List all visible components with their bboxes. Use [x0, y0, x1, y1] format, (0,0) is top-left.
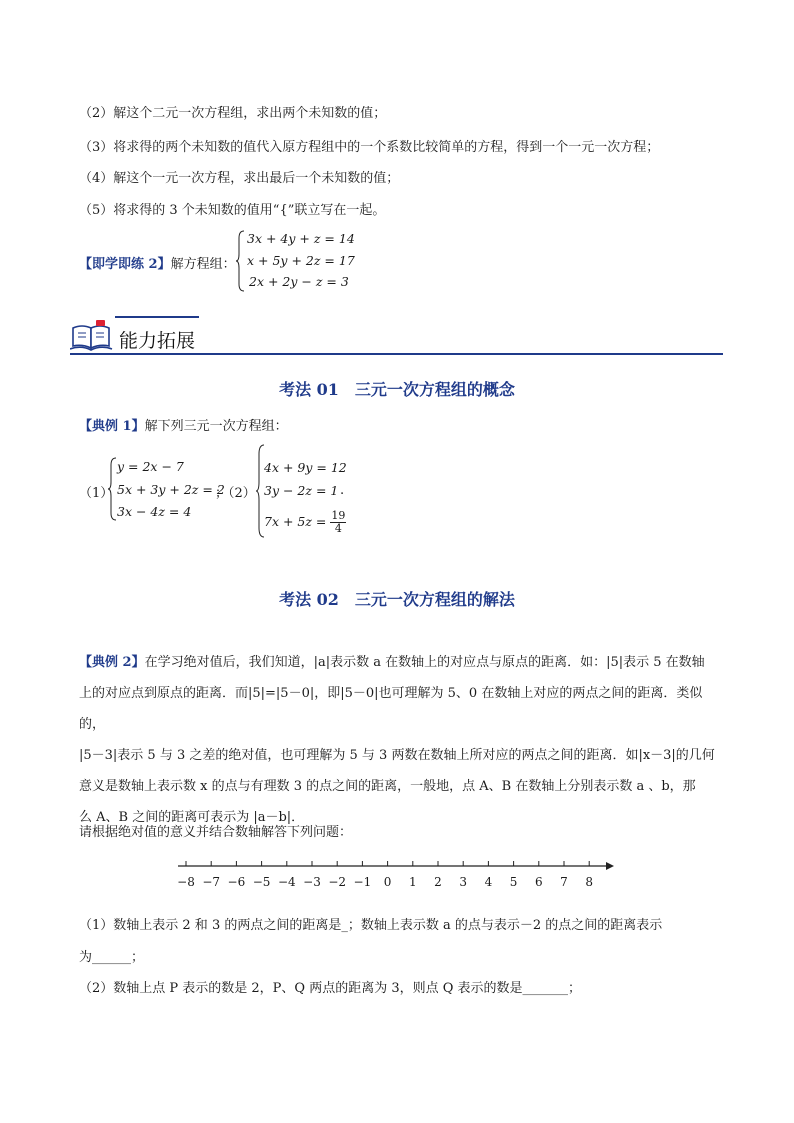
example2-line-3: |5－3|表示 5 与 3 之差的绝对值，也可理解为 5 与 3 两数在数轴上所对应的两点之间的距离．如|x－3|的几何: [79, 748, 715, 763]
example1-tag: 【典例 1】: [79, 419, 145, 434]
example2-tag: 【典例 2】: [79, 655, 145, 670]
system1-eq-2: 5x + 3y + 2z = 2: [117, 482, 225, 497]
system1-eq-3: 3x − 4z = 4: [117, 504, 192, 519]
system2-eq-2: 3y − 2z = 1: [264, 483, 339, 498]
example1-prompt: [79, 415, 288, 434]
system2: [256, 444, 346, 538]
number-line: [170, 852, 620, 892]
example1-text: 解下列三元一次方程组：: [144, 419, 288, 434]
system1: [108, 457, 225, 523]
system2-eq-1: 4x + 9y = 12: [264, 460, 347, 475]
practice-system: [236, 230, 356, 292]
number-line-label: 8: [585, 875, 594, 889]
system2-eq-3: [264, 510, 346, 535]
practice-eq-3: 2x + 2y − z = 3: [249, 274, 349, 289]
system1-label: （1）: [79, 486, 114, 501]
open-book-icon: [70, 318, 114, 352]
number-line-label: 2: [434, 875, 442, 889]
number-line-label: −7: [202, 875, 221, 889]
example2-line-2: 上的对应点到原点的距离．而|5|=|5－0|，即|5－0|也可理解为 5、0 在数轴上对应的两点之间的距离．类似的，: [79, 686, 703, 732]
fraction-denominator: 4: [334, 522, 342, 535]
example2-line-5: 么 A、B 之间的距离可表示为 |a－b|．: [79, 810, 305, 825]
practice-eq-2: x + 5y + 2z = 17: [247, 253, 355, 268]
fraction: [330, 510, 346, 535]
system2-eq-3-lhs: 7x + 5z =: [264, 514, 327, 529]
banner-title: 能力拓展: [119, 330, 196, 352]
step-5: （5）将求得的 3 个未知数的值用“{”联立写在一起。: [79, 203, 386, 218]
example2-line-4: 意义是数轴上表示数 x 的点与有理数 3 的点之间的距离，一般地，点 A、B 在数轴上分别表示数 a 、b，那: [79, 779, 696, 794]
number-line-label: −4: [277, 875, 296, 889]
section1-title: 考法 01 三元一次方程组的概念: [279, 380, 515, 399]
question-1b: 为______；: [79, 950, 145, 965]
banner-top-rule: [115, 316, 199, 318]
number-line-label: −2: [328, 875, 347, 889]
arrow-right-icon: [606, 862, 614, 870]
number-line-label: 0: [383, 875, 392, 889]
example2-p1: 在学习绝对值后，我们知道，|a|表示数 a 在数轴上的对应点与原点的距离．如：|5|表示 5 在数轴: [144, 655, 705, 670]
question-2: （2）数轴上点 P 表示的数是 2，P、Q 两点的距离为 3，则点 Q 表示的数是_______；: [79, 981, 582, 996]
step-4: （4）解这个一元一次方程，求出最后一个未知数的值；: [79, 171, 400, 186]
banner-rule: [70, 353, 723, 355]
question-1a: （1）数轴上表示 2 和 3 的两点之间的距离是_；数轴上表示数 a 的点与表示－2 的点之间的距离表示: [79, 918, 663, 933]
example2-paragraph: [79, 647, 719, 833]
number-line-label: −3: [303, 875, 321, 889]
number-line-label: −1: [353, 875, 372, 889]
brace-icon: [236, 230, 246, 292]
system-separator: ；（2）: [215, 486, 256, 501]
fraction-numerator: 19: [331, 509, 346, 522]
number-line-label: −5: [252, 875, 271, 889]
practice-eq-1: 3x + 4y + z = 14: [247, 231, 355, 246]
number-line-label: 6: [534, 875, 543, 889]
practice-tag: 【即学即练 2】: [79, 257, 171, 272]
number-line-label: 5: [509, 875, 518, 889]
example2-line-1: [79, 647, 719, 678]
system2-end: .: [340, 483, 345, 498]
number-line-label: 4: [484, 875, 493, 889]
practice-text: 解方程组：: [170, 257, 236, 272]
step-2: （2）解这个二元一次方程组，求出两个未知数的值；: [79, 106, 387, 121]
number-line-label: 7: [560, 875, 568, 889]
practice-prompt: [79, 253, 236, 272]
number-line-label: 1: [408, 875, 417, 889]
number-line-label: −6: [227, 875, 246, 889]
section2-title: 考法 02 三元一次方程组的解法: [279, 590, 515, 609]
step-3: （3）将求得的两个未知数的值代入原方程组中的一个系数比较简单的方程，得到一个一元一次方程；: [79, 140, 660, 155]
number-line-label: 3: [459, 875, 468, 889]
question-prompt: 请根据绝对值的意义并结合数轴解答下列问题：: [79, 825, 353, 840]
number-line-label: −8: [177, 875, 195, 889]
system1-eq-1: y = 2x − 7: [117, 459, 184, 474]
